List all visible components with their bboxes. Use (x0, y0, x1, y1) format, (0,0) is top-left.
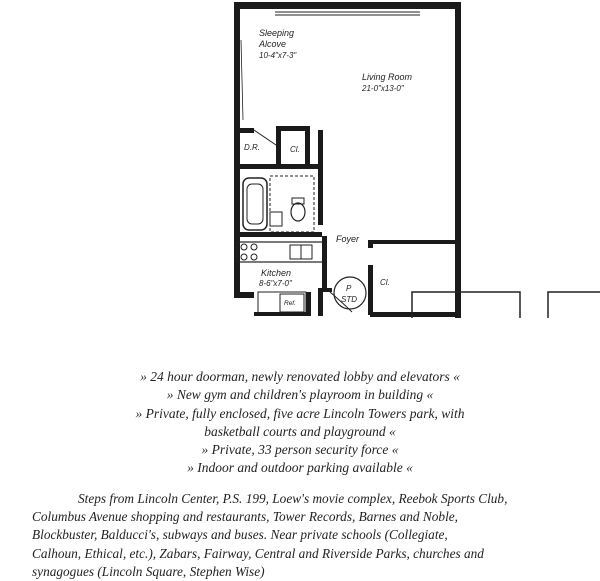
feature-line: » Private, 33 person security force « (201, 442, 399, 458)
feature-line: basketball courts and playground « (204, 423, 396, 439)
living-room-dims: 21-0"x13-0" (362, 84, 404, 93)
sleeping-alcove-dims: 10-4"x7-3" (259, 51, 297, 60)
closet-2-label: Cl. (380, 278, 390, 287)
stair-marker-p: P (346, 284, 352, 293)
closet-1-label: Cl. (290, 145, 300, 154)
description-line: Blockbuster, Balducci's, subways and buses. Near private schools (Collegiate, (32, 527, 448, 543)
sleeping-alcove-label-2: Alcove (259, 39, 287, 49)
description-line: Steps from Lincoln Center, P.S. 199, Loew's movie complex, Reebok Sports Club, (78, 491, 508, 506)
feature-line: » Private, fully enclosed, five acre Lincoln Towers park, with (135, 405, 465, 421)
neighborhood-description (32, 490, 600, 581)
description-line: synagogues (Lincoln Square, Stephen Wise) (32, 563, 265, 579)
stair-marker-std: STD (341, 295, 357, 304)
living-room-label: Living Room (362, 72, 413, 82)
feature-line: » New gym and children's playroom in building « (166, 387, 434, 403)
kitchen-label: Kitchen (261, 268, 292, 278)
foyer-label: Foyer (336, 234, 360, 244)
dining-label: D.R. (244, 143, 260, 152)
top-window (275, 12, 420, 15)
feature-line: » Indoor and outdoor parking available « (187, 460, 413, 476)
refrigerator-label: Ref. (284, 300, 296, 307)
kitchen-dims: 8-6"x7-0" (259, 279, 292, 288)
description-line: Columbus Avenue shopping and restaurants, Tower Records, Barnes and Noble, (32, 509, 458, 525)
description-line: Calhoun, Ethical, etc.), Zabars, Fairway, Central and Riverside Parks, churches and (32, 545, 484, 561)
sleeping-alcove-label: Sleeping (259, 28, 295, 38)
features-list (0, 368, 600, 478)
feature-line: » 24 hour doorman, newly renovated lobby and elevators « (140, 369, 460, 384)
